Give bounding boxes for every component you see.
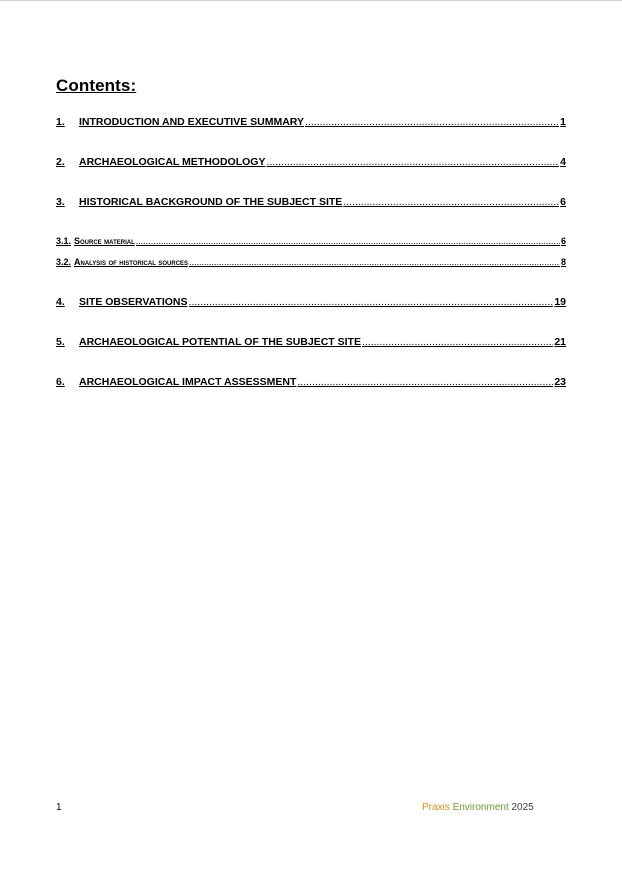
toc-entry-page: 6 [560,196,566,208]
toc-dot-leader [266,156,559,168]
toc-entry-label: ARCHAEOLOGICAL METHODOLOGY [79,156,266,168]
toc-entry-label: ARCHAEOLOGICAL IMPACT ASSESSMENT [79,376,297,388]
footer-brand-environment: Environment [452,802,509,813]
toc-entry-impact-assessment[interactable] [56,376,566,388]
toc-entry-page: 19 [554,296,566,308]
toc-entry-number: 2. [56,156,65,168]
toc-entry-site-observations[interactable] [56,296,566,308]
footer-brand [422,802,534,813]
toc-entry-number: 3.2. [56,257,72,267]
toc-entry-label: HISTORICAL BACKGROUND OF THE SUBJECT SITE [79,196,343,208]
page-top-border [0,0,622,1]
toc-dot-leader [305,116,559,128]
toc-dot-leader [189,296,554,308]
contents-heading: Contents: [56,76,137,95]
toc-entry-page: 4 [560,156,566,168]
footer-brand-praxis: Praxis [422,802,450,813]
toc-entry-number: 1. [56,116,65,128]
toc-dot-leader [343,196,559,208]
toc-entry-source-material[interactable] [56,236,566,246]
toc-entry-archaeological-potential[interactable] [56,336,566,348]
toc-entry-methodology[interactable] [56,156,566,168]
toc-dot-leader [297,376,553,388]
toc-entry-historical-background[interactable] [56,196,566,208]
toc-entry-page: 6 [560,236,566,246]
footer-year: 2025 [511,802,534,813]
toc-entry-number: 3. [56,196,65,208]
toc-entry-analysis-sources[interactable] [56,257,566,267]
toc-entry-label: SITE OBSERVATIONS [79,296,188,308]
footer-page-number: 1 [56,802,62,813]
toc-entry-number: 3.1. [56,236,72,246]
toc-entry-number: 6. [56,376,65,388]
toc-entry-number: 5. [56,336,65,348]
toc-entry-label: Analysis of historical sources [74,257,189,267]
toc-entry-label: Source material [74,236,135,246]
toc-entry-page: 23 [554,376,566,388]
toc-entry-page: 21 [554,336,566,348]
toc-entry-label: INTRODUCTION AND EXECUTIVE SUMMARY [79,116,304,128]
toc-entry-page: 8 [560,257,566,267]
toc-entry-number: 4. [56,296,65,308]
toc-entry-introduction[interactable] [56,116,566,128]
toc-entry-label: ARCHAEOLOGICAL POTENTIAL OF THE SUBJECT SITE [79,336,361,348]
toc-dot-leader [136,236,560,246]
toc-dot-leader [362,336,553,348]
toc-entry-page: 1 [560,116,566,128]
toc-dot-leader [189,257,560,267]
